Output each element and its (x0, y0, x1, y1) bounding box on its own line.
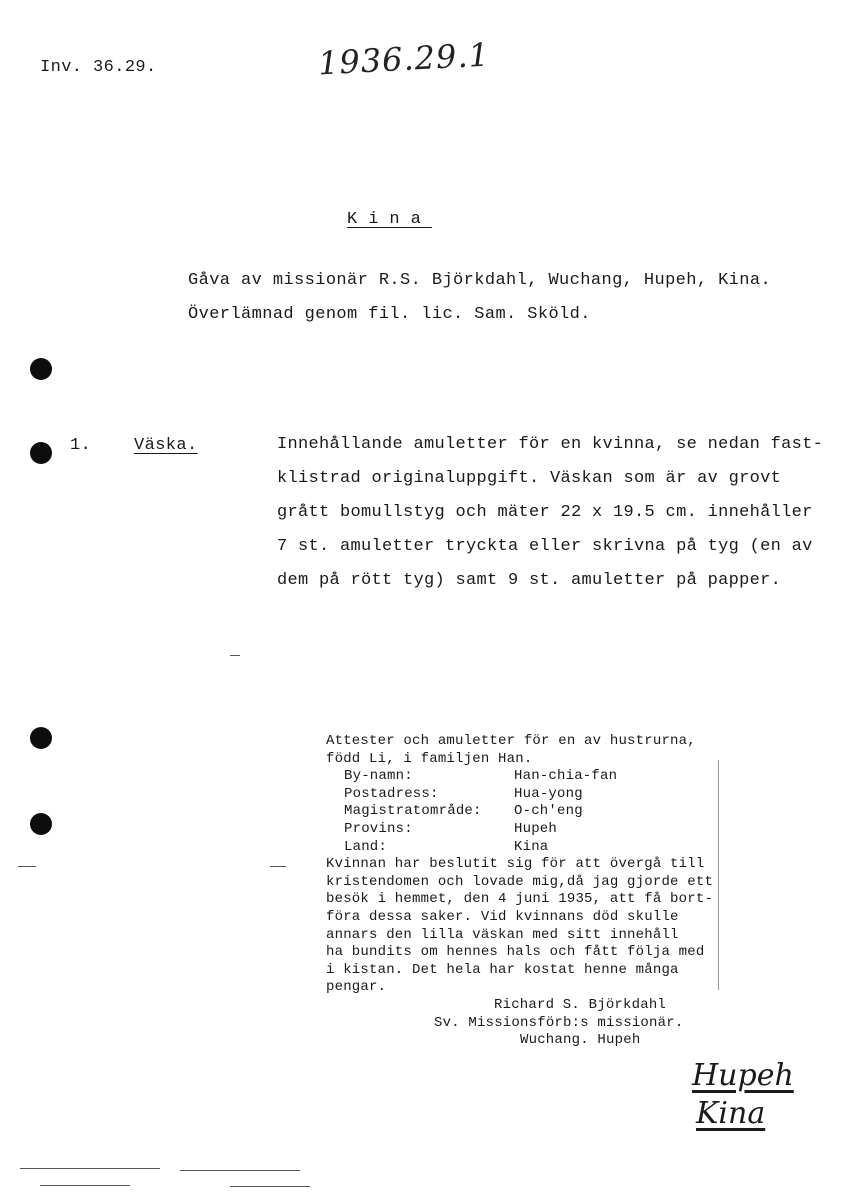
field-value: Kina (514, 838, 549, 855)
punch-hole-2 (30, 442, 52, 464)
field-label: Magistratområde: (344, 803, 482, 820)
punch-hole-4 (30, 813, 52, 835)
provenance-line-2: Överlämnad genom fil. lic. Sam. Sköld. (188, 305, 591, 324)
provenance-line-1: Gåva av missionär R.S. Björkdahl, Wuchang, Hupeh, Kina. (188, 271, 772, 290)
description-line: Innehållande amuletter för en kvinna, se nedan fast- (277, 435, 824, 454)
handwritten-catalog-number: 1936.29.1 (317, 35, 491, 83)
note-body-line: Kvinnan har beslutit sig för att övergå till (326, 856, 705, 873)
field-value: Han-chia-fan (514, 768, 618, 785)
scan-speck (230, 655, 240, 656)
inventory-number: Inv. 36.29. (40, 58, 157, 77)
description-line: klistrad originaluppgift. Väskan som är av grovt (277, 469, 782, 488)
note-body-line: kristendomen och lovade mig,då jag gjorde ett (326, 873, 714, 890)
note-body-line: annars den lilla väskan med sitt innehåll (326, 926, 679, 943)
signature-title: Sv. Missionsförb:s missionär. (434, 1014, 684, 1031)
document-title: Kina (347, 210, 432, 229)
item-description (277, 428, 837, 598)
note-intro-line: född Li, i familjen Han. (326, 750, 533, 767)
scan-speck (718, 760, 719, 990)
scan-speck (20, 1168, 160, 1169)
note-field-row (326, 803, 713, 821)
note-field-row (326, 821, 713, 839)
handwritten-country: Kina (696, 1096, 766, 1131)
description-line: grått bomullstyg och mäter 22 x 19.5 cm. innehåller (277, 503, 813, 522)
field-value: Hupeh (514, 820, 558, 837)
note-field-row (326, 786, 713, 804)
description-line: dem på rött tyg) samt 9 st. amuletter på papper. (277, 571, 782, 590)
note-body-line: föra dessa saker. Vid kvinnans död skulle (326, 908, 679, 925)
field-value: Hua-yong (514, 785, 583, 802)
note-intro-line: Attester och amuletter för en av hustrurna, (326, 733, 696, 749)
punch-hole-1 (30, 358, 52, 380)
field-value: O-ch'eng (514, 803, 583, 820)
handwritten-region: Hupeh (692, 1058, 794, 1093)
scan-speck (230, 1186, 310, 1187)
field-label: Postadress: (344, 785, 439, 802)
note-body-line: ha bundits om hennes hals och fått följa med (326, 944, 705, 961)
item-name: Väska. (134, 436, 198, 455)
field-label: By-namn: (344, 768, 413, 785)
pasted-original-note (326, 733, 713, 1050)
field-label: Land: (344, 838, 388, 855)
scan-speck (270, 866, 286, 867)
note-body-line: pengar. (326, 979, 387, 996)
field-label: Provins: (344, 820, 413, 837)
note-field-row (326, 768, 713, 786)
signature-place: Wuchang. Hupeh (520, 1032, 641, 1049)
note-body-line: besök i hemmet, den 4 juni 1935, att få bort- (326, 891, 714, 908)
scan-speck (40, 1185, 130, 1186)
note-field-row (326, 839, 713, 857)
punch-hole-3 (30, 727, 52, 749)
signature-name: Richard S. Björkdahl (494, 996, 667, 1013)
scan-speck (180, 1170, 300, 1171)
description-line: 7 st. amuletter tryckta eller skrivna på tyg (en av (277, 537, 813, 556)
item-number: 1. (70, 436, 92, 455)
scan-speck (18, 866, 36, 867)
note-body-line: i kistan. Det hela har kostat henne många (326, 961, 679, 978)
